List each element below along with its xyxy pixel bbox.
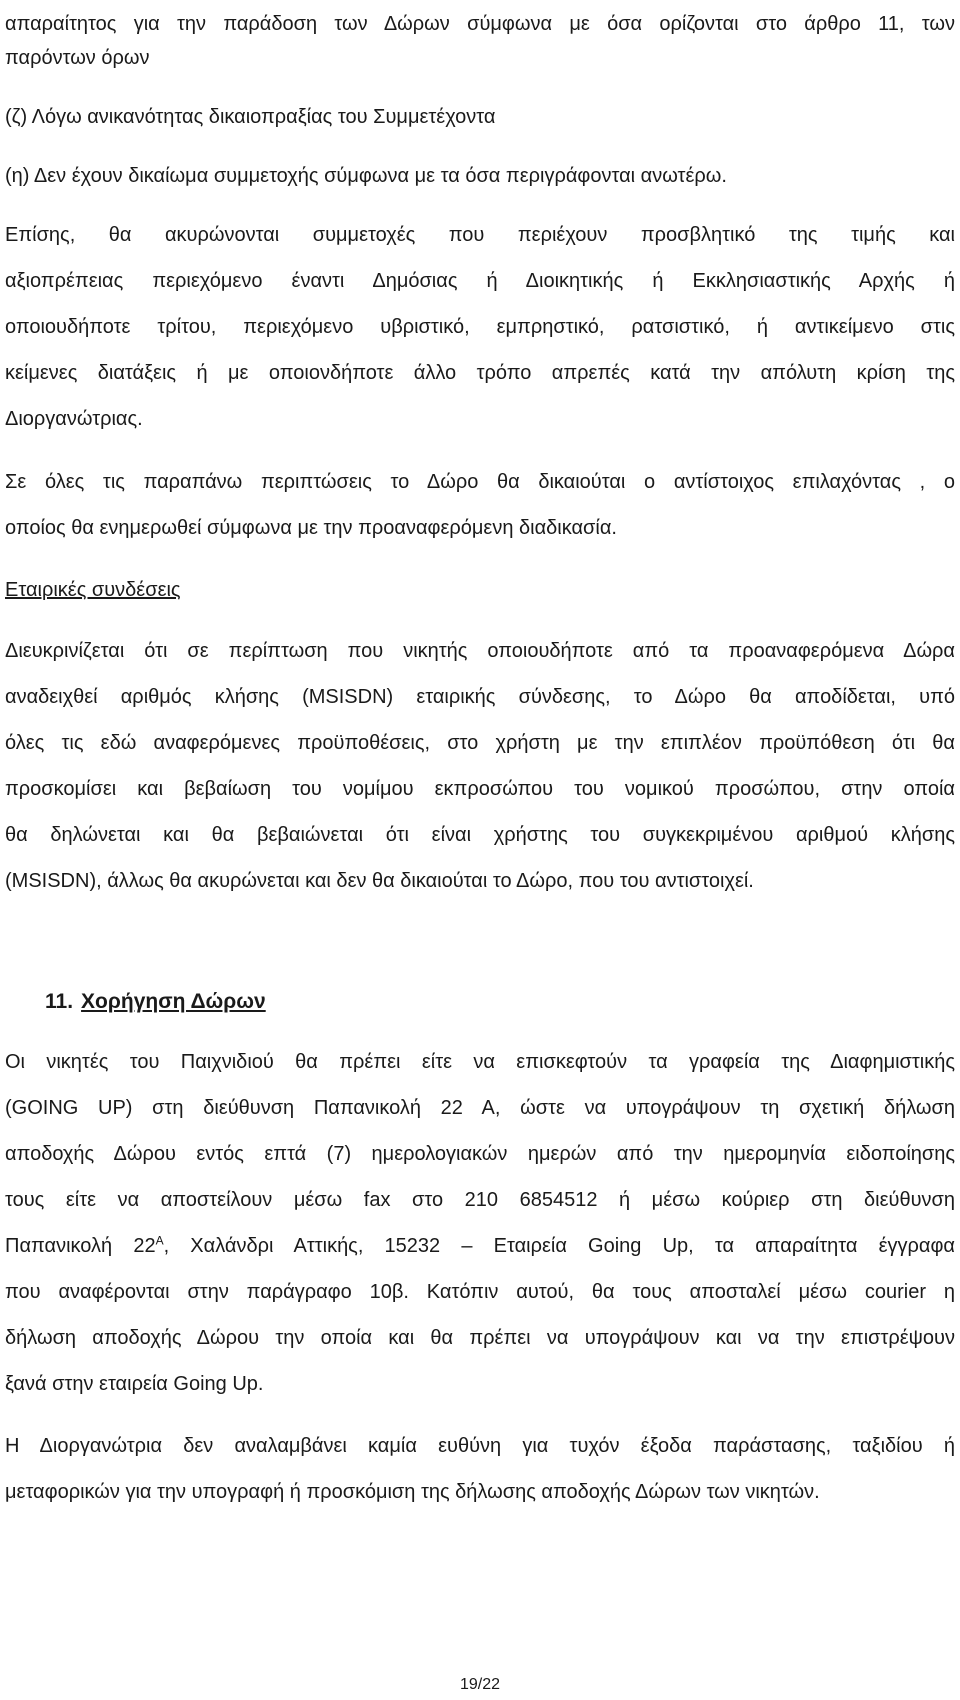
paragraph-line: δήλωση αποδοχής Δώρου την οποία και θα πρέπει να υπογράψουν και να την επιστρέψουν xyxy=(5,1327,955,1349)
address-text: , Χαλάνδρι Αττικής, 15232 – Εταιρεία Going Up, τα απαραίτητα έγγραφα xyxy=(163,1235,955,1257)
section-title: Χορήγηση Δώρων xyxy=(81,990,266,1013)
section-number: 11. xyxy=(45,990,74,1013)
paragraph-line: προσκομίσει και βεβαίωση του νομίμου εκπροσώπου του νομικού προσώπου, στην οποία xyxy=(5,778,955,800)
paragraph-line: (MSISDN), άλλως θα ακυρώνεται και δεν θα δικαιούται το Δώρο, που του αντιστοιχεί. xyxy=(5,870,754,892)
section-heading xyxy=(45,990,266,1014)
paragraph-line: οποίος θα ενημερωθεί σύμφωνα με την προαναφερόμενη διαδικασία. xyxy=(5,517,617,539)
paragraph-line: μεταφορικών για την υπογραφή ή προσκόμιση της δήλωσης αποδοχής Δώρων των νικητών. xyxy=(5,1481,820,1503)
paragraph-line: αξιοπρέπειας περιεχόμενο έναντι Δημόσιας ή Διοικητικής ή Εκκλησιαστικής Αρχής ή xyxy=(5,270,955,292)
paragraph-line: Επίσης, θα ακυρώνονται συμμετοχές που περιέχουν προσβλητικό της τιμής και xyxy=(5,224,955,246)
list-item: (η) Δεν έχουν δικαίωμα συμμετοχής σύμφωνα με τα όσα περιγράφονται ανωτέρω. xyxy=(5,165,727,187)
section-subheading: Εταιρικές συνδέσεις xyxy=(5,579,181,601)
paragraph-line: αναδειχθεί αριθμός κλήσης (MSISDN) εταιρικής σύνδεσης, το Δώρο θα αποδίδεται, υπό xyxy=(5,686,955,708)
address-text: Παπανικολή 22 xyxy=(5,1235,156,1257)
paragraph-line: Διοργανώτριας. xyxy=(5,408,143,430)
paragraph-line: (GOING UP) στη διεύθυνση Παπανικολή 22 Α, ώστε να υπογράψουν τη σχετική δήλωση xyxy=(5,1097,955,1119)
paragraph-line: οποιουδήποτε τρίτου, περιεχόμενο υβριστικό, εμπρηστικό, ρατσιστικό, ή αντικείμενο στις xyxy=(5,316,955,338)
paragraph-line: Διευκρινίζεται ότι σε περίπτωση που νικητής οποιουδήποτε από τα προαναφερόμενα Δώρα xyxy=(5,640,955,662)
paragraph-line: Η Διοργανώτρια δεν αναλαμβάνει καμία ευθύνη για τυχόν έξοδα παράστασης, ταξιδίου ή xyxy=(5,1435,955,1457)
paragraph-line xyxy=(5,1234,955,1258)
paragraph-line: ξανά στην εταιρεία Going Up. xyxy=(5,1373,264,1395)
paragraph-line: που αναφέρονται στην παράγραφο 10β. Κατόπιν αυτού, θα τους αποσταλεί μέσω courier η xyxy=(5,1281,955,1303)
paragraph-line: Οι νικητές του Παιχνιδιού θα πρέπει είτε να επισκεφτούν τα γραφεία της Διαφημιστικής xyxy=(5,1051,955,1073)
paragraph-line: θα δηλώνεται και θα βεβαιώνεται ότι είναι χρήστης του συγκεκριμένου αριθμού κλήσης xyxy=(5,824,955,846)
paragraph-line: παρόντων όρων xyxy=(5,47,150,69)
address-superscript: Α xyxy=(155,1233,164,1248)
page-number: 19/22 xyxy=(459,1676,501,1693)
paragraph-line: κείμενες διατάξεις ή με οποιονδήποτε άλλο τρόπο απρεπές κατά την απόλυτη κρίση της xyxy=(5,362,955,384)
paragraph-line: απαραίτητος για την παράδοση των Δώρων σύμφωνα με όσα ορίζονται στο άρθρο 11, των xyxy=(5,13,955,35)
paragraph-line: αποδοχής Δώρου εντός επτά (7) ημερολογιακών ημερών από την ημερομηνία ειδοποίησης xyxy=(5,1143,955,1165)
list-item: (ζ) Λόγω ανικανότητας δικαιοπραξίας του Συμμετέχοντα xyxy=(5,106,496,128)
paragraph-line: τους είτε να αποστείλουν μέσω fax στο 210 6854512 ή μέσω κούριερ στη διεύθυνση xyxy=(5,1189,955,1211)
paragraph-line: Σε όλες τις παραπάνω περιπτώσεις το Δώρο θα δικαιούται ο αντίστοιχος επιλαχόντας , ο xyxy=(5,471,955,493)
paragraph-line: όλες τις εδώ αναφερόμενες προϋποθέσεις, στο χρήστη με την επιπλέον προϋπόθεση ότι θα xyxy=(5,732,955,754)
